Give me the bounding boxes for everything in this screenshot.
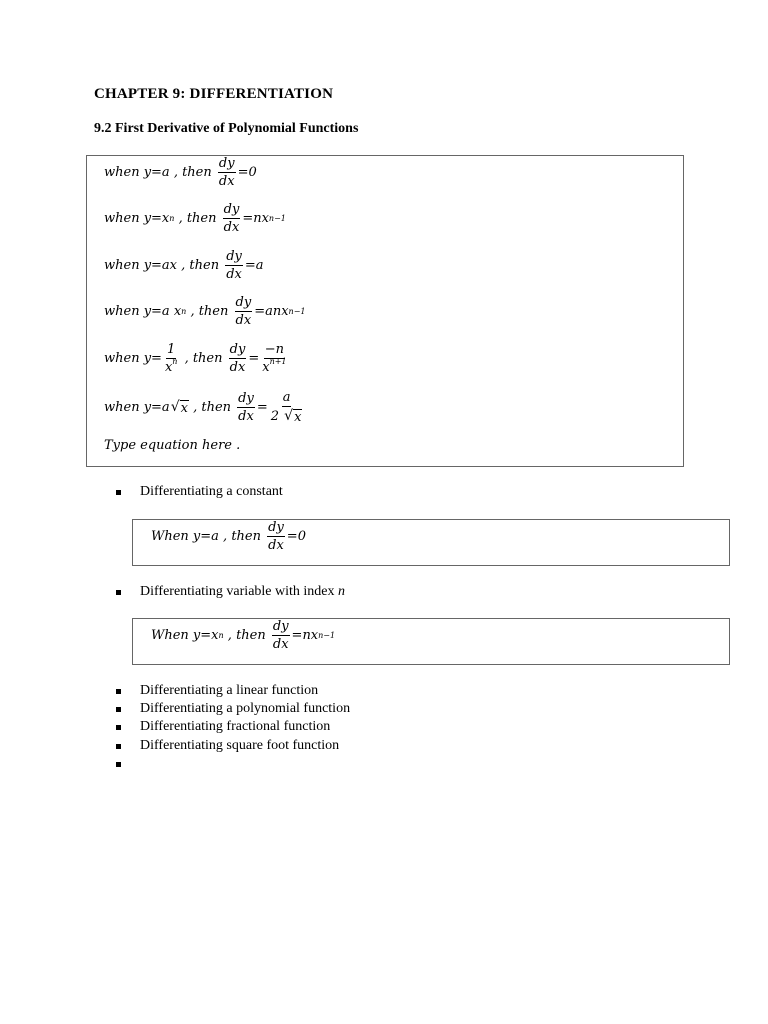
square-bullet-icon [116,590,121,595]
derivative-fraction: $\frac{dy}{dx}$ [272,619,289,652]
derivative-fraction: $\frac{dy}{dx}$ [223,202,240,235]
chapter-title: CHAPTER 9: DIFFERENTIATION [94,86,334,102]
square-bullet-icon [116,762,121,767]
formula-constant-box: When y=a , then $\frac{dy}{dx}$ =0 [151,520,306,553]
square-bullet-icon [116,689,121,694]
list-item: Differentiating a linear function [116,682,318,700]
formula-fractional: when y= $\frac{1}{x^n}$ , then $\frac{dy}{dx}$ = $\frac{-n}{x^{n+1}}$ [104,342,287,375]
square-bullet-icon [116,725,121,730]
equation-placeholder[interactable]: Type equation here . [104,438,241,453]
formula-power: when y=x n , then $\frac{dy}{dx}$ =nx n−1 [104,202,286,235]
square-root: √ x [284,408,302,425]
formula-scaled-power: when y=a x n , then $\frac{dy}{dx}$ =anx n−1 [104,295,306,328]
square-bullet-icon [116,744,121,749]
formula-linear: when y=ax , then $\frac{dy}{dx}$ =a [104,249,264,282]
derivative-fraction: $\frac{dy}{dx}$ [218,156,235,189]
square-bullet-icon [116,490,121,495]
result-fraction: a 2 √ x [270,390,302,425]
list-item: Differentiating square foot function [116,737,339,755]
square-bullet-icon [116,707,121,712]
derivative-fraction: $\frac{dy}{dx}$ [238,391,254,424]
derivative-fraction: $\frac{dy}{dx}$ [268,520,284,553]
list-item-empty[interactable] [116,755,140,773]
result-fraction: $\frac{-n}{x^{n+1}}$ [262,342,287,375]
derivative-fraction: $\frac{dy}{dx}$ [235,295,252,328]
derivative-fraction: $\frac{dy}{dx}$ [229,342,246,375]
list-item: Differentiating fractional function [116,718,330,736]
formula-power-box: When y=x n , then $\frac{dy}{dx}$ =nx n−1 [151,619,336,652]
square-root: √ x [170,399,188,416]
section-title: 9.2 First Derivative of Polynomial Functions [94,121,359,136]
reciprocal-fraction: $\frac{1}{x^n}$ [164,342,178,375]
list-item: Differentiating a constant [116,483,283,501]
formula-constant: when y=a , then $\frac{dy}{dx}$ =0 [104,156,257,189]
list-item: Differentiating a polynomial function [116,700,350,718]
derivative-fraction: $\frac{dy}{dx}$ [226,249,242,282]
list-item: Differentiating variable with index n [116,583,345,601]
formula-square-root: when y=a √ x , then $\frac{dy}{dx}$ = a 2 √ x [104,390,302,425]
